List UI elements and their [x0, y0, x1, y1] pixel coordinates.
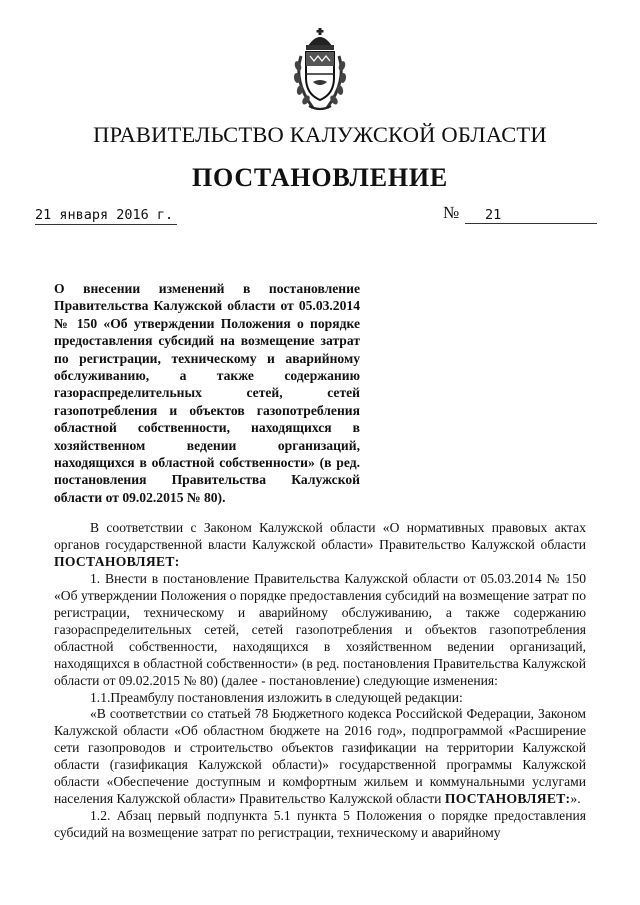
quoted-preamble-text: «В соответствии со статьей 78 Бюджетного кодекса Российской Федерации, Законом Калужской области «Об областном бюджете на 2016 год», подпрограммой «Расширение сети газопроводов и строительство объектов газификации на территории Калужской области (газификация Калужской области)» государственной программы Калужской области «Обеспечение доступным и комфортным жильем и коммунальными услугами населения Калужской области» Правительство Калужской области — [54, 706, 586, 807]
preamble-decree-word: ПОСТАНОВЛЯЕТ: — [54, 553, 180, 569]
document-subject: О внесении изменений в постановление Правительства Калужской области от 05.03.2014 № 150 «Об утверждении Положения о порядке предоставления субсидий на возмещение затрат по регистрации, техническому и аварийному обслуживанию, а также содержанию газораспределительных сетей, сетей газопотребления и объектов газопотребления областной собственности, находящихся в хозяйственном ведении организаций, находящихся в областной собственности» (в ред. постановления Правительства Калужской области от 09.02.2015 № 80). — [54, 281, 360, 505]
quoted-preamble-tail: ». — [570, 791, 581, 807]
paragraph-preamble — [54, 520, 586, 571]
government-title: ПРАВИТЕЛЬСТВО КАЛУЖСКОЙ ОБЛАСТИ — [93, 122, 547, 147]
kaluga-coat-of-arms-icon — [291, 26, 349, 112]
number-label: № — [443, 203, 460, 222]
paragraph-item-1: 1. Внести в постановление Правительства Калужской области от 05.03.2014 № 150 «Об утверждении Положения о порядке предоставления субсидий на возмещение затрат по регистрации, техническому и аварийному обслуживанию, а также содержанию газораспределительных сетей, сетей газопотребления и объектов газопотребления областной собственности, находящихся в хозяйственном ведении организаций, находящихся в областной собственности» (в ред. постановления Правительства Калужской области от 09.02.2015 № 80) (далее - постановление) следующие изменения: — [54, 570, 586, 688]
document-type-title: ПОСТАНОВЛЕНИЕ — [191, 163, 449, 192]
quoted-decree-word: ПОСТАНОВЛЯЕТ: — [444, 791, 571, 807]
paragraph-item-1-2: 1.2. Абзац первый подпункта 5.1 пункта 5 Положения о порядке предоставления субсидий на возмещение затрат по регистрации, техническому и аварийному — [54, 808, 586, 841]
document-number: 21 — [465, 207, 597, 224]
paragraph-quoted-preamble — [54, 706, 586, 808]
document-body — [54, 520, 586, 842]
preamble-text: В соответствии с Законом Калужской области «О нормативных правовых актах органов государственной власти Калужской области» Правительство Калужской области — [54, 520, 586, 552]
document-date: 21 января 2016 г. — [35, 207, 177, 225]
paragraph-item-1-1: 1.1.Преамбулу постановления изложить в следующей редакции: — [90, 689, 463, 705]
